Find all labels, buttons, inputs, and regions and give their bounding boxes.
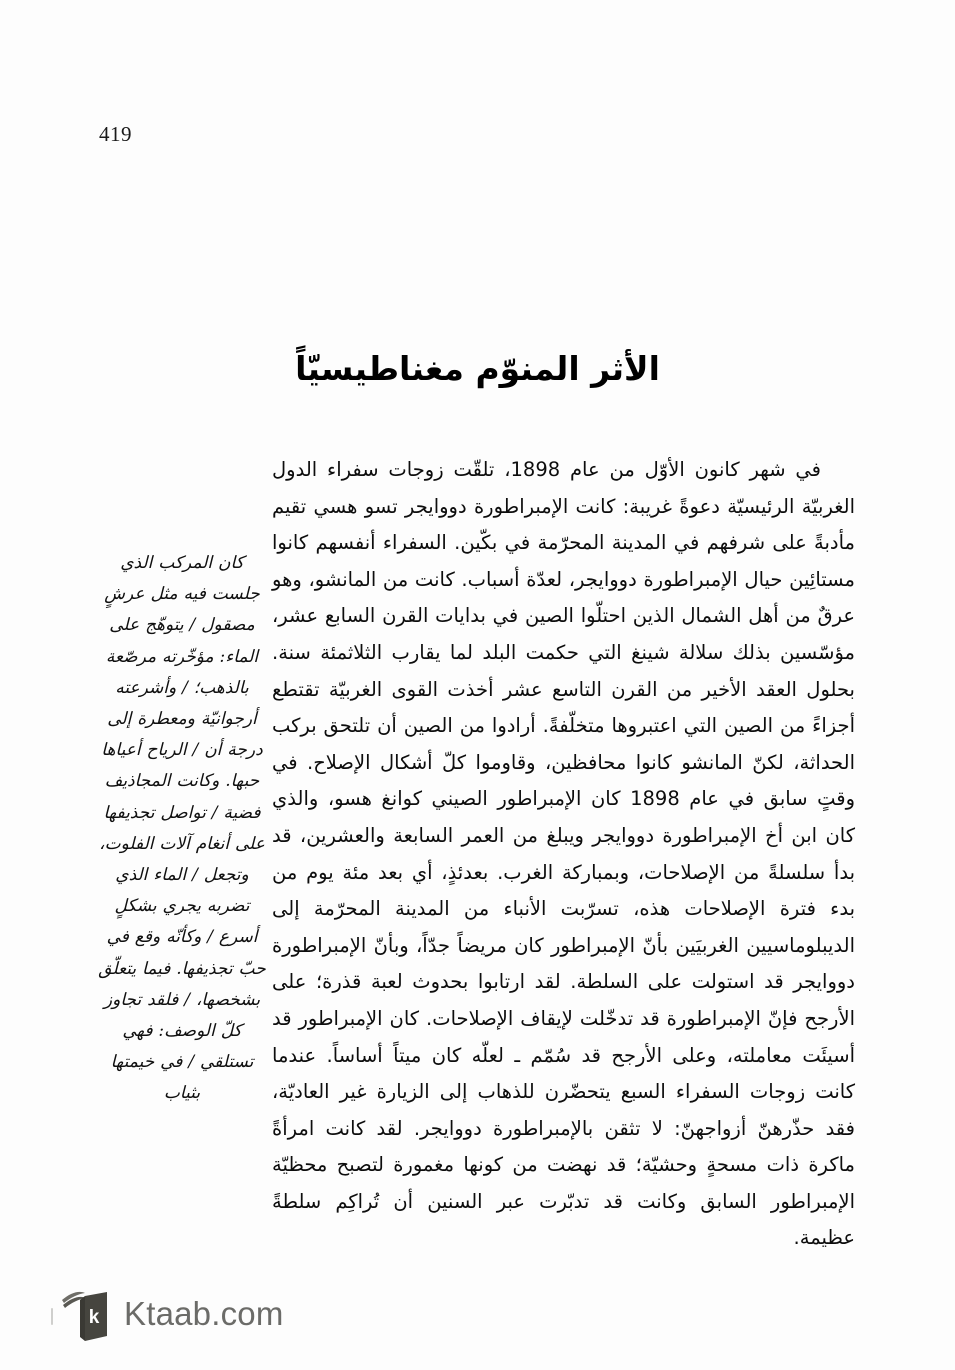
svg-text:k: k bbox=[88, 1307, 100, 1328]
body-text-column bbox=[272, 452, 855, 1257]
margin-note bbox=[96, 548, 268, 1110]
chapter-title: الأثر المنوّم مغناطيسيّاً bbox=[295, 349, 660, 389]
open-book-icon bbox=[60, 1286, 112, 1344]
watermark-brand-text: Ktaab.com bbox=[124, 1294, 284, 1332]
margin-note-text: كان المركب الذي جلست فيه مثل عرشٍ مصقول / يتوهّج على الماء: مؤخّرته مرصّعة بالذهب؛ / وأشرعته أرجوانيّة ومعطرة إلى درجة أن / الرياح أعياها حبها. وكانت المجاذيف فضية / تواصل تجذيفها على أنغام آلات الفلوت، وتجعل / الماء الذي تضربه يجري بشكلٍ أسرع / وكأنّه وقع في حبّ تجذيفها. فيما يتعلّق بشخصها، / فلقد تجاوز كلّ الوصف: فهي تستلقي / في خيمتها بثياب bbox=[98, 553, 266, 1104]
page-number: 419 bbox=[99, 122, 132, 146]
site-watermark bbox=[60, 1286, 284, 1344]
book-page-edge bbox=[51, 1308, 53, 1325]
body-paragraph: في شهر كانون الأوّل من عام 1898، تلقّت زوجات سفراء الدول الغربيّة الرئيسيّة دعوةً غريبة: كانت الإمبراطورة دووايجر تسو هسي تقيم مأدبةً على شرفهم في المدينة المحرّمة في بكّين. السفراء أنفسهم كانوا مستائِين حيال الإمبراطورة دووايجر، لعدّة أسباب. كانت من المانشو، وهو عرقٌ من أهل الشمال الذين احتلّوا الصين في بدايات القرن السابع عشر، مؤسّسين بذلك سلالة شينغ التي حكمت البلد لما يقارب الثلاثمئة سنة. بحلول العقد الأخير من القرن التاسع عشر أخذت القوى الغربيّة تقتطع أجزاءً من الصين التي اعتبروها متخلّفةً. أرادوا من الصين أن تلتحق بركب الحداثة، لكنّ المانشو كانوا محافظين، وقاوموا كلّ أشكال الإصلاح. في وقتٍ سابق في عام 1898 كان الإمبراطور الصيني كوانغ هسو، والذي كان ابن أخ الإمبراطورة دووايجر ويبلغ من العمر السابعة والعشرين، قد بدأ سلسلةً من الإصلاحات، وبمباركة الغرب. بعدئذٍ، أي بعد مئة يوم من بدء فترة الإصلاحات هذه، تسرّبت الأنباء من المدينة المحرّمة إلى الديبلوماسيين الغربيَين بأنّ الإمبراطور كان مريضاً جدّاً، وبأنّ الإمبراطورة دووايجر قد استولت على السلطة. لقد ارتابوا بحدوث لعبة قذرة؛ على الأرجح فإنّ الإمبراطورة قد تدخّلت لإيقاف الإصلاحات. كان الإمبراطور قد أسيئَت معاملته، وعلى الأرجح قد سُمّم ـ لعلّه كان ميتاً أساساً. عندما كانت زوجات السفراء السبع يتحضّرن للذهاب إلى الزيارة غير العاديّة، فقد حذّرهنّ أزواجهنّ: لا تثقن بالإمبراطورة دووايجر. لقد كانت امرأةً ماكرة ذات مسحةٍ وحشيّة؛ قد نهضت من كونها مغمورة لتصبح محظيّة الإمبراطور السابق وكانت قد تدبّرت عبر السنين أن تُراكِم سلطةً عظيمة. bbox=[272, 458, 856, 1250]
